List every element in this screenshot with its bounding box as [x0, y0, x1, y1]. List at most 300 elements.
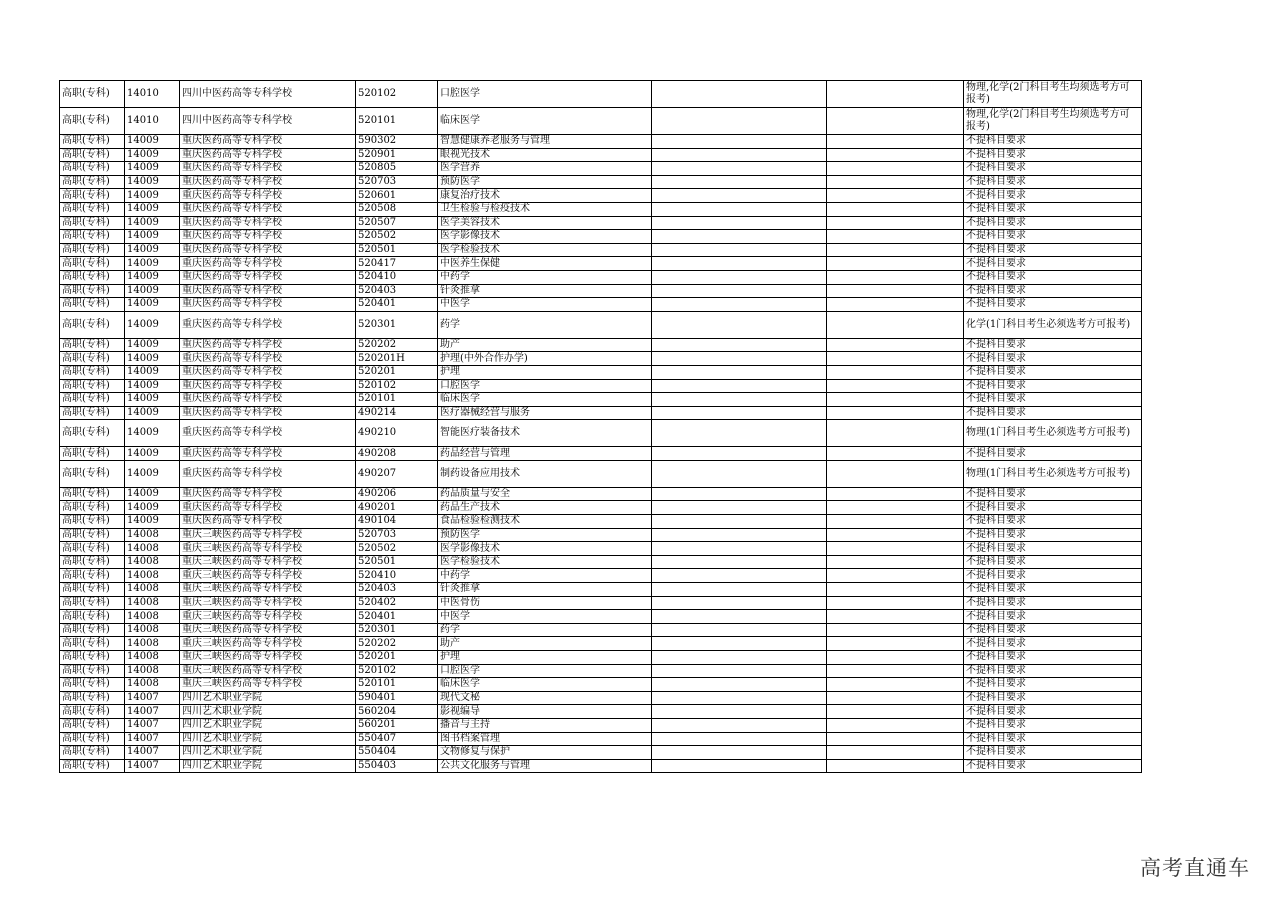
cell-school: 重庆医药高等专科学校 — [180, 298, 356, 312]
cell-school-code: 14008 — [125, 596, 180, 610]
cell-school: 四川艺术职业学院 — [180, 718, 356, 732]
cell-major-code: 520805 — [356, 162, 438, 176]
table-row — [60, 678, 1142, 692]
table-row — [60, 718, 1142, 732]
cell-requirement: 不提科目要求 — [964, 148, 1142, 162]
cell-requirement: 不提科目要求 — [964, 705, 1142, 719]
cell-major: 智能医疗装备技术 — [438, 420, 652, 447]
cell-blank-2 — [827, 311, 964, 338]
cell-school-code: 14008 — [125, 623, 180, 637]
cell-major-code: 490214 — [356, 406, 438, 420]
cell-school: 重庆三峡医药高等专科学校 — [180, 596, 356, 610]
cell-school: 四川艺术职业学院 — [180, 705, 356, 719]
cell-major: 药品生产技术 — [438, 501, 652, 515]
cell-major: 口腔医学 — [438, 379, 652, 393]
cell-requirement: 不提科目要求 — [964, 583, 1142, 597]
cell-major: 中药学 — [438, 569, 652, 583]
cell-blank-1 — [652, 352, 827, 366]
cell-level: 高职(专科) — [60, 230, 125, 244]
cell-blank-2 — [827, 365, 964, 379]
cell-school: 重庆医药高等专科学校 — [180, 230, 356, 244]
cell-requirement: 不提科目要求 — [964, 746, 1142, 760]
cell-level: 高职(专科) — [60, 406, 125, 420]
cell-school-code: 14010 — [125, 81, 180, 108]
cell-school: 重庆三峡医药高等专科学校 — [180, 610, 356, 624]
cell-blank-1 — [652, 257, 827, 271]
cell-blank-2 — [827, 352, 964, 366]
cell-major: 图书档案管理 — [438, 732, 652, 746]
cell-requirement: 不提科目要求 — [964, 637, 1142, 651]
table-row — [60, 515, 1142, 529]
table-row — [60, 257, 1142, 271]
cell-blank-1 — [652, 406, 827, 420]
cell-blank-1 — [652, 81, 827, 108]
cell-school-code: 14009 — [125, 243, 180, 257]
cell-level: 高职(专科) — [60, 678, 125, 692]
cell-requirement: 不提科目要求 — [964, 393, 1142, 407]
table-row — [60, 664, 1142, 678]
cell-major-code: 520410 — [356, 569, 438, 583]
cell-requirement: 不提科目要求 — [964, 189, 1142, 203]
cell-blank-1 — [652, 338, 827, 352]
cell-blank-1 — [652, 515, 827, 529]
cell-school: 重庆三峡医药高等专科学校 — [180, 555, 356, 569]
cell-major-code: 520703 — [356, 175, 438, 189]
cell-major-code: 490206 — [356, 487, 438, 501]
cell-school-code: 14009 — [125, 352, 180, 366]
cell-blank-1 — [652, 460, 827, 487]
cell-major-code: 520201 — [356, 651, 438, 665]
cell-requirement: 不提科目要求 — [964, 555, 1142, 569]
cell-major-code: 550403 — [356, 759, 438, 773]
cell-requirement: 不提科目要求 — [964, 515, 1142, 529]
cell-blank-1 — [652, 108, 827, 135]
table-body — [60, 81, 1142, 773]
cell-requirement: 不提科目要求 — [964, 379, 1142, 393]
cell-major-code: 550407 — [356, 732, 438, 746]
cell-school-code: 14009 — [125, 148, 180, 162]
cell-blank-1 — [652, 216, 827, 230]
cell-school: 重庆医药高等专科学校 — [180, 284, 356, 298]
cell-blank-2 — [827, 460, 964, 487]
cell-blank-1 — [652, 447, 827, 461]
table-row — [60, 81, 1142, 108]
cell-level: 高职(专科) — [60, 162, 125, 176]
cell-school: 重庆医药高等专科学校 — [180, 447, 356, 461]
table-row — [60, 230, 1142, 244]
cell-level: 高职(专科) — [60, 596, 125, 610]
cell-level: 高职(专科) — [60, 189, 125, 203]
cell-major-code: 520102 — [356, 81, 438, 108]
cell-school-code: 14009 — [125, 189, 180, 203]
cell-major-code: 490210 — [356, 420, 438, 447]
cell-blank-2 — [827, 678, 964, 692]
cell-requirement: 不提科目要求 — [964, 216, 1142, 230]
cell-level: 高职(专科) — [60, 216, 125, 230]
table-row — [60, 637, 1142, 651]
cell-school-code: 14009 — [125, 311, 180, 338]
table-row — [60, 216, 1142, 230]
cell-school: 重庆医药高等专科学校 — [180, 406, 356, 420]
cell-school: 重庆三峡医药高等专科学校 — [180, 542, 356, 556]
cell-requirement: 不提科目要求 — [964, 691, 1142, 705]
table-row — [60, 270, 1142, 284]
cell-blank-1 — [652, 623, 827, 637]
cell-level: 高职(专科) — [60, 718, 125, 732]
cell-requirement: 不提科目要求 — [964, 338, 1142, 352]
cell-requirement: 不提科目要求 — [964, 135, 1142, 149]
cell-level: 高职(专科) — [60, 651, 125, 665]
cell-blank-2 — [827, 515, 964, 529]
cell-blank-2 — [827, 583, 964, 597]
table-row — [60, 651, 1142, 665]
cell-blank-1 — [652, 135, 827, 149]
cell-blank-1 — [652, 230, 827, 244]
cell-level: 高职(专科) — [60, 270, 125, 284]
cell-school-code: 14007 — [125, 732, 180, 746]
cell-school: 重庆医药高等专科学校 — [180, 365, 356, 379]
cell-blank-2 — [827, 746, 964, 760]
cell-school-code: 14009 — [125, 162, 180, 176]
cell-blank-1 — [652, 583, 827, 597]
cell-major: 药品质量与安全 — [438, 487, 652, 501]
cell-school: 重庆医药高等专科学校 — [180, 216, 356, 230]
table-row — [60, 732, 1142, 746]
cell-requirement: 不提科目要求 — [964, 542, 1142, 556]
cell-level: 高职(专科) — [60, 365, 125, 379]
cell-requirement: 不提科目要求 — [964, 243, 1142, 257]
cell-school: 重庆医药高等专科学校 — [180, 148, 356, 162]
cell-requirement: 不提科目要求 — [964, 175, 1142, 189]
table-row — [60, 243, 1142, 257]
cell-blank-2 — [827, 596, 964, 610]
cell-blank-1 — [652, 393, 827, 407]
cell-school: 重庆三峡医药高等专科学校 — [180, 623, 356, 637]
cell-requirement: 不提科目要求 — [964, 202, 1142, 216]
cell-requirement: 化学(1门科目考生必须选考方可报考) — [964, 311, 1142, 338]
cell-school: 重庆医药高等专科学校 — [180, 515, 356, 529]
cell-school: 四川中医药高等专科学校 — [180, 81, 356, 108]
cell-blank-2 — [827, 216, 964, 230]
cell-major: 口腔医学 — [438, 81, 652, 108]
cell-major: 卫生检验与检疫技术 — [438, 202, 652, 216]
cell-major-code: 590302 — [356, 135, 438, 149]
cell-major-code: 520417 — [356, 257, 438, 271]
cell-major: 眼视光技术 — [438, 148, 652, 162]
cell-requirement: 不提科目要求 — [964, 257, 1142, 271]
cell-requirement: 物理,化学(2门科目考生均须选考方可报考) — [964, 81, 1142, 108]
cell-school: 重庆医药高等专科学校 — [180, 460, 356, 487]
watermark: 高考直通车 — [1140, 856, 1250, 880]
cell-level: 高职(专科) — [60, 555, 125, 569]
cell-blank-1 — [652, 664, 827, 678]
cell-school: 重庆医药高等专科学校 — [180, 135, 356, 149]
cell-blank-1 — [652, 365, 827, 379]
table-row — [60, 298, 1142, 312]
cell-school: 重庆医药高等专科学校 — [180, 393, 356, 407]
cell-school-code: 14008 — [125, 583, 180, 597]
cell-school-code: 14009 — [125, 501, 180, 515]
table-row — [60, 365, 1142, 379]
cell-blank-2 — [827, 542, 964, 556]
cell-school: 重庆三峡医药高等专科学校 — [180, 651, 356, 665]
cell-school-code: 14009 — [125, 135, 180, 149]
cell-level: 高职(专科) — [60, 135, 125, 149]
cell-school-code: 14009 — [125, 460, 180, 487]
table-row — [60, 148, 1142, 162]
cell-school: 重庆三峡医药高等专科学校 — [180, 528, 356, 542]
cell-requirement: 不提科目要求 — [964, 528, 1142, 542]
cell-major: 医学检验技术 — [438, 243, 652, 257]
cell-school-code: 14009 — [125, 487, 180, 501]
cell-school-code: 14009 — [125, 284, 180, 298]
table-row — [60, 447, 1142, 461]
cell-blank-2 — [827, 81, 964, 108]
cell-blank-2 — [827, 175, 964, 189]
cell-requirement: 不提科目要求 — [964, 270, 1142, 284]
cell-school: 重庆医药高等专科学校 — [180, 243, 356, 257]
cell-blank-1 — [652, 637, 827, 651]
table-row — [60, 569, 1142, 583]
table-row — [60, 108, 1142, 135]
cell-major: 播音与主持 — [438, 718, 652, 732]
cell-requirement: 不提科目要求 — [964, 501, 1142, 515]
cell-requirement: 不提科目要求 — [964, 569, 1142, 583]
table-row — [60, 583, 1142, 597]
cell-major-code: 550404 — [356, 746, 438, 760]
cell-school-code: 14007 — [125, 746, 180, 760]
cell-requirement: 物理,化学(2门科目考生均须选考方可报考) — [964, 108, 1142, 135]
cell-blank-1 — [652, 555, 827, 569]
cell-major-code: 520703 — [356, 528, 438, 542]
cell-level: 高职(专科) — [60, 284, 125, 298]
cell-level: 高职(专科) — [60, 447, 125, 461]
cell-school-code: 14008 — [125, 528, 180, 542]
cell-major-code: 520401 — [356, 298, 438, 312]
table-row — [60, 623, 1142, 637]
cell-school-code: 14009 — [125, 393, 180, 407]
cell-blank-2 — [827, 108, 964, 135]
table-row — [60, 162, 1142, 176]
cell-requirement: 不提科目要求 — [964, 284, 1142, 298]
cell-school-code: 14008 — [125, 637, 180, 651]
cell-school: 重庆医药高等专科学校 — [180, 162, 356, 176]
cell-level: 高职(专科) — [60, 610, 125, 624]
cell-level: 高职(专科) — [60, 487, 125, 501]
cell-major: 食品检验检测技术 — [438, 515, 652, 529]
cell-major: 临床医学 — [438, 108, 652, 135]
cell-blank-2 — [827, 406, 964, 420]
cell-major: 临床医学 — [438, 678, 652, 692]
cell-school: 四川艺术职业学院 — [180, 746, 356, 760]
cell-blank-1 — [652, 284, 827, 298]
cell-requirement: 不提科目要求 — [964, 718, 1142, 732]
cell-school-code: 14009 — [125, 216, 180, 230]
cell-major-code: 520102 — [356, 379, 438, 393]
cell-major: 护理(中外合作办学) — [438, 352, 652, 366]
cell-major-code: 590401 — [356, 691, 438, 705]
cell-school-code: 14008 — [125, 610, 180, 624]
cell-blank-2 — [827, 528, 964, 542]
cell-school: 重庆医药高等专科学校 — [180, 487, 356, 501]
cell-school-code: 14008 — [125, 569, 180, 583]
cell-blank-2 — [827, 135, 964, 149]
cell-school-code: 14009 — [125, 257, 180, 271]
cell-requirement: 不提科目要求 — [964, 162, 1142, 176]
cell-blank-2 — [827, 189, 964, 203]
cell-level: 高职(专科) — [60, 420, 125, 447]
cell-level: 高职(专科) — [60, 637, 125, 651]
cell-blank-1 — [652, 718, 827, 732]
cell-level: 高职(专科) — [60, 732, 125, 746]
cell-level: 高职(专科) — [60, 175, 125, 189]
table-row — [60, 528, 1142, 542]
cell-major: 医学影像技术 — [438, 230, 652, 244]
cell-school: 重庆医药高等专科学校 — [180, 175, 356, 189]
table-row — [60, 352, 1142, 366]
cell-major-code: 520502 — [356, 542, 438, 556]
cell-blank-2 — [827, 420, 964, 447]
cell-school-code: 14009 — [125, 230, 180, 244]
table-row — [60, 610, 1142, 624]
table-row — [60, 379, 1142, 393]
cell-level: 高职(专科) — [60, 759, 125, 773]
cell-blank-1 — [652, 732, 827, 746]
cell-major: 医疗器械经营与服务 — [438, 406, 652, 420]
cell-school-code: 14010 — [125, 108, 180, 135]
cell-school: 重庆医药高等专科学校 — [180, 311, 356, 338]
cell-level: 高职(专科) — [60, 691, 125, 705]
requirements-table — [59, 80, 1142, 773]
cell-major-code: 520502 — [356, 230, 438, 244]
cell-requirement: 不提科目要求 — [964, 759, 1142, 773]
cell-major: 中医学 — [438, 298, 652, 312]
cell-school-code: 14008 — [125, 664, 180, 678]
cell-major-code: 520410 — [356, 270, 438, 284]
cell-level: 高职(专科) — [60, 528, 125, 542]
cell-blank-2 — [827, 202, 964, 216]
table-row — [60, 542, 1142, 556]
cell-blank-1 — [652, 379, 827, 393]
cell-blank-2 — [827, 501, 964, 515]
cell-blank-1 — [652, 501, 827, 515]
cell-school-code: 14009 — [125, 175, 180, 189]
cell-blank-2 — [827, 569, 964, 583]
cell-school-code: 14009 — [125, 298, 180, 312]
cell-blank-1 — [652, 148, 827, 162]
cell-blank-2 — [827, 230, 964, 244]
cell-major-code: 520101 — [356, 678, 438, 692]
cell-blank-1 — [652, 189, 827, 203]
cell-school-code: 14009 — [125, 406, 180, 420]
cell-blank-1 — [652, 243, 827, 257]
cell-major: 药学 — [438, 623, 652, 637]
cell-major: 中医养生保健 — [438, 257, 652, 271]
cell-major-code: 520508 — [356, 202, 438, 216]
cell-major-code: 520501 — [356, 555, 438, 569]
cell-blank-1 — [652, 610, 827, 624]
cell-major: 智慧健康养老服务与管理 — [438, 135, 652, 149]
cell-major: 制药设备应用技术 — [438, 460, 652, 487]
cell-level: 高职(专科) — [60, 393, 125, 407]
cell-blank-2 — [827, 691, 964, 705]
table-row — [60, 284, 1142, 298]
cell-blank-2 — [827, 257, 964, 271]
cell-level: 高职(专科) — [60, 202, 125, 216]
cell-major: 预防医学 — [438, 175, 652, 189]
cell-major-code: 490207 — [356, 460, 438, 487]
cell-major-code: 520102 — [356, 664, 438, 678]
table-row — [60, 202, 1142, 216]
cell-level: 高职(专科) — [60, 746, 125, 760]
cell-major: 文物修复与保护 — [438, 746, 652, 760]
cell-major-code: 520601 — [356, 189, 438, 203]
cell-school: 重庆医药高等专科学校 — [180, 420, 356, 447]
cell-school-code: 14009 — [125, 447, 180, 461]
cell-school: 四川艺术职业学院 — [180, 759, 356, 773]
cell-blank-2 — [827, 555, 964, 569]
cell-major-code: 520202 — [356, 338, 438, 352]
cell-major: 针灸推拿 — [438, 284, 652, 298]
table-row — [60, 487, 1142, 501]
table-row — [60, 705, 1142, 719]
cell-blank-2 — [827, 338, 964, 352]
cell-school-code: 14008 — [125, 678, 180, 692]
cell-level: 高职(专科) — [60, 664, 125, 678]
cell-school-code: 14009 — [125, 515, 180, 529]
cell-school: 重庆三峡医药高等专科学校 — [180, 664, 356, 678]
cell-school: 重庆医药高等专科学校 — [180, 189, 356, 203]
cell-school: 重庆医药高等专科学校 — [180, 501, 356, 515]
cell-blank-2 — [827, 705, 964, 719]
cell-blank-2 — [827, 162, 964, 176]
table-row — [60, 501, 1142, 515]
cell-blank-2 — [827, 759, 964, 773]
cell-blank-1 — [652, 596, 827, 610]
cell-requirement: 不提科目要求 — [964, 623, 1142, 637]
cell-school: 四川中医药高等专科学校 — [180, 108, 356, 135]
cell-level: 高职(专科) — [60, 311, 125, 338]
cell-school: 四川艺术职业学院 — [180, 732, 356, 746]
cell-requirement: 不提科目要求 — [964, 610, 1142, 624]
cell-major-code: 520501 — [356, 243, 438, 257]
cell-level: 高职(专科) — [60, 705, 125, 719]
cell-blank-2 — [827, 270, 964, 284]
cell-major-code: 520507 — [356, 216, 438, 230]
cell-school: 重庆三峡医药高等专科学校 — [180, 583, 356, 597]
cell-school-code: 14007 — [125, 759, 180, 773]
cell-major-code: 520403 — [356, 583, 438, 597]
table-row — [60, 555, 1142, 569]
cell-major: 药学 — [438, 311, 652, 338]
cell-blank-2 — [827, 610, 964, 624]
cell-requirement: 不提科目要求 — [964, 406, 1142, 420]
cell-school-code: 14009 — [125, 270, 180, 284]
cell-blank-1 — [652, 202, 827, 216]
cell-blank-1 — [652, 691, 827, 705]
cell-blank-1 — [652, 542, 827, 556]
cell-major-code: 520201H — [356, 352, 438, 366]
cell-blank-2 — [827, 664, 964, 678]
cell-major: 针灸推拿 — [438, 583, 652, 597]
cell-major-code: 520101 — [356, 108, 438, 135]
cell-level: 高职(专科) — [60, 257, 125, 271]
cell-requirement: 不提科目要求 — [964, 664, 1142, 678]
cell-blank-1 — [652, 270, 827, 284]
cell-level: 高职(专科) — [60, 338, 125, 352]
cell-level: 高职(专科) — [60, 623, 125, 637]
cell-major-code: 490201 — [356, 501, 438, 515]
